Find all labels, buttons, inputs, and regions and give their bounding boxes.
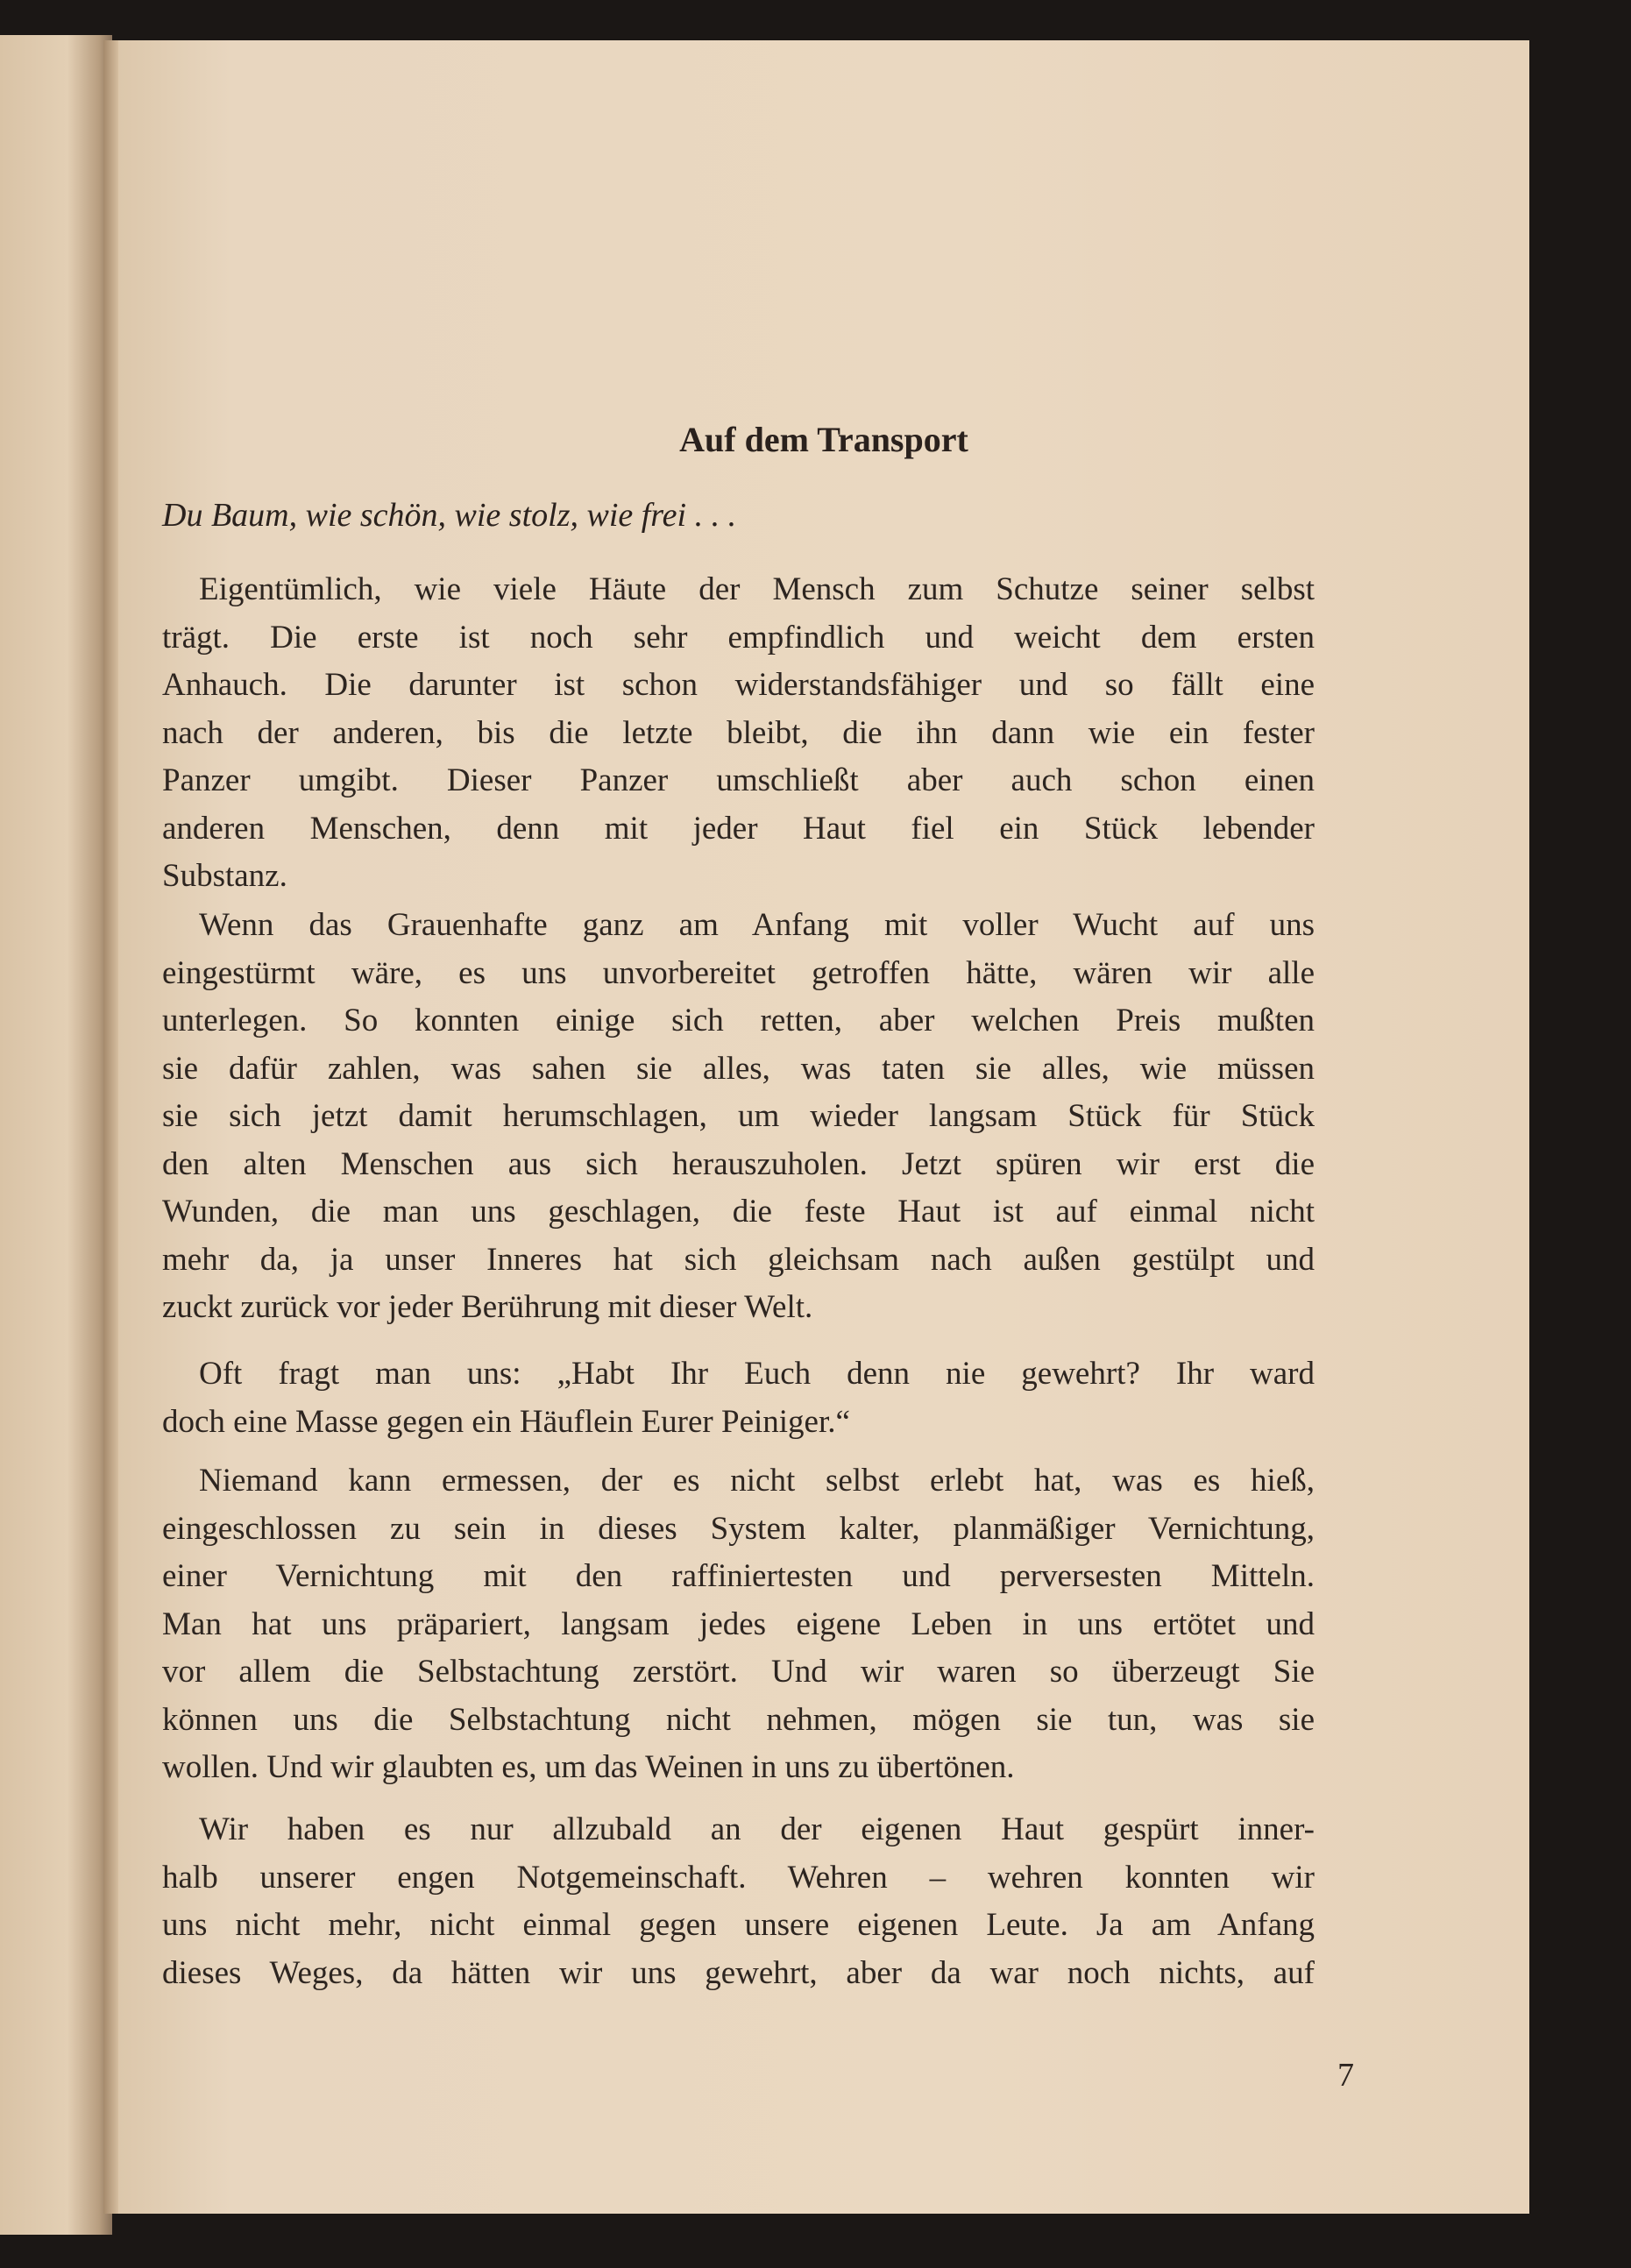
text-line: den alten Menschen aus sich herauszuholen. Jetzt spüren wir erst die xyxy=(162,1145,1315,1182)
text-line: uns nicht mehr, nicht einmal gegen unsere eigenen Leute. Ja am Anfang xyxy=(162,1907,1315,1943)
book-page xyxy=(118,40,1529,2214)
text-line: eingestürmt wäre, es uns unvorbereitet getroffen hätte, wären wir alle xyxy=(162,954,1315,991)
paragraph xyxy=(162,1350,1315,1446)
paragraph xyxy=(162,1806,1315,1997)
facing-page-edge xyxy=(0,35,112,2235)
text-line: dieses Weges, da hätten wir uns gewehrt, aber da war noch nichts, auf xyxy=(162,1954,1315,1991)
text-line: halb unserer engen Notgemeinschaft. Wehren – wehren konnten wir xyxy=(162,1859,1315,1896)
paragraph xyxy=(162,902,1315,1332)
paragraph xyxy=(162,566,1315,901)
page-number: 7 xyxy=(1337,2057,1354,2094)
text-line: Anhauch. Die darunter ist schon widerstandsfähiger und so fällt eine xyxy=(162,667,1315,703)
text-line: einer Vernichtung mit den raffiniertesten und perversesten Mitteln. xyxy=(162,1558,1315,1594)
text-line: sie dafür zahlen, was sahen sie alles, was taten sie alles, wie müssen xyxy=(162,1050,1315,1087)
text-line: vor allem die Selbstachtung zerstört. Und wir waren so überzeugt Sie xyxy=(162,1654,1315,1690)
text-line: unterlegen. So konnten einige sich retten, aber welchen Preis mußten xyxy=(162,1003,1315,1038)
chapter-title: Auf dem Transport xyxy=(679,420,968,459)
text-line: Panzer umgibt. Dieser Panzer umschließt aber auch schon einen xyxy=(162,762,1315,798)
text-line: doch eine Masse gegen ein Häuflein Eurer Peiniger.“ xyxy=(162,1403,850,1440)
text-line: trägt. Die erste ist noch sehr empfindlich und weicht dem ersten xyxy=(162,619,1315,656)
text-line: wollen. Und wir glaubten es, um das Weinen in uns zu übertönen. xyxy=(162,1749,1015,1785)
text-line: sie sich jetzt damit herumschlagen, um wieder langsam Stück für Stück xyxy=(162,1098,1315,1134)
text-line: Oft fragt man uns: „Habt Ihr Euch denn nie gewehrt? Ihr ward xyxy=(199,1356,1315,1392)
book-gutter xyxy=(103,40,119,2214)
text-line: Wenn das Grauenhafte ganz am Anfang mit voller Wucht auf uns xyxy=(199,907,1315,943)
text-line: nach der anderen, bis die letzte bleibt, die ihn dann wie ein fester xyxy=(162,714,1315,751)
text-line: zuckt zurück vor jeder Berührung mit dieser Welt. xyxy=(162,1289,813,1325)
text-line: Substanz. xyxy=(162,858,287,894)
text-line: Wir haben es nur allzubald an der eigenen Haut gespürt inner- xyxy=(199,1811,1315,1847)
text-line: anderen Menschen, denn mit jeder Haut fiel ein Stück lebender xyxy=(162,810,1315,847)
text-line: eingeschlossen zu sein in dieses System kalter, planmäßiger Vernichtung, xyxy=(162,1510,1315,1547)
text-line: Niemand kann ermessen, der es nicht selbst erlebt hat, was es hieß, xyxy=(199,1463,1315,1499)
text-line: können uns die Selbstachtung nicht nehmen, mögen sie tun, was sie xyxy=(162,1701,1315,1738)
text-line: Eigentümlich, wie viele Häute der Mensch zum Schutze seiner selbst xyxy=(199,571,1315,607)
text-line: Wunden, die man uns geschlagen, die feste Haut ist auf einmal nicht xyxy=(162,1194,1315,1230)
text-line: Man hat uns präpariert, langsam jedes eigene Leben in uns ertötet und xyxy=(162,1605,1315,1642)
epigraph: Du Baum, wie schön, wie stolz, wie frei . . . xyxy=(162,497,737,534)
paragraph xyxy=(162,1457,1315,1792)
text-line: mehr da, ja unser Inneres hat sich gleichsam nach außen gestülpt und xyxy=(162,1241,1315,1278)
